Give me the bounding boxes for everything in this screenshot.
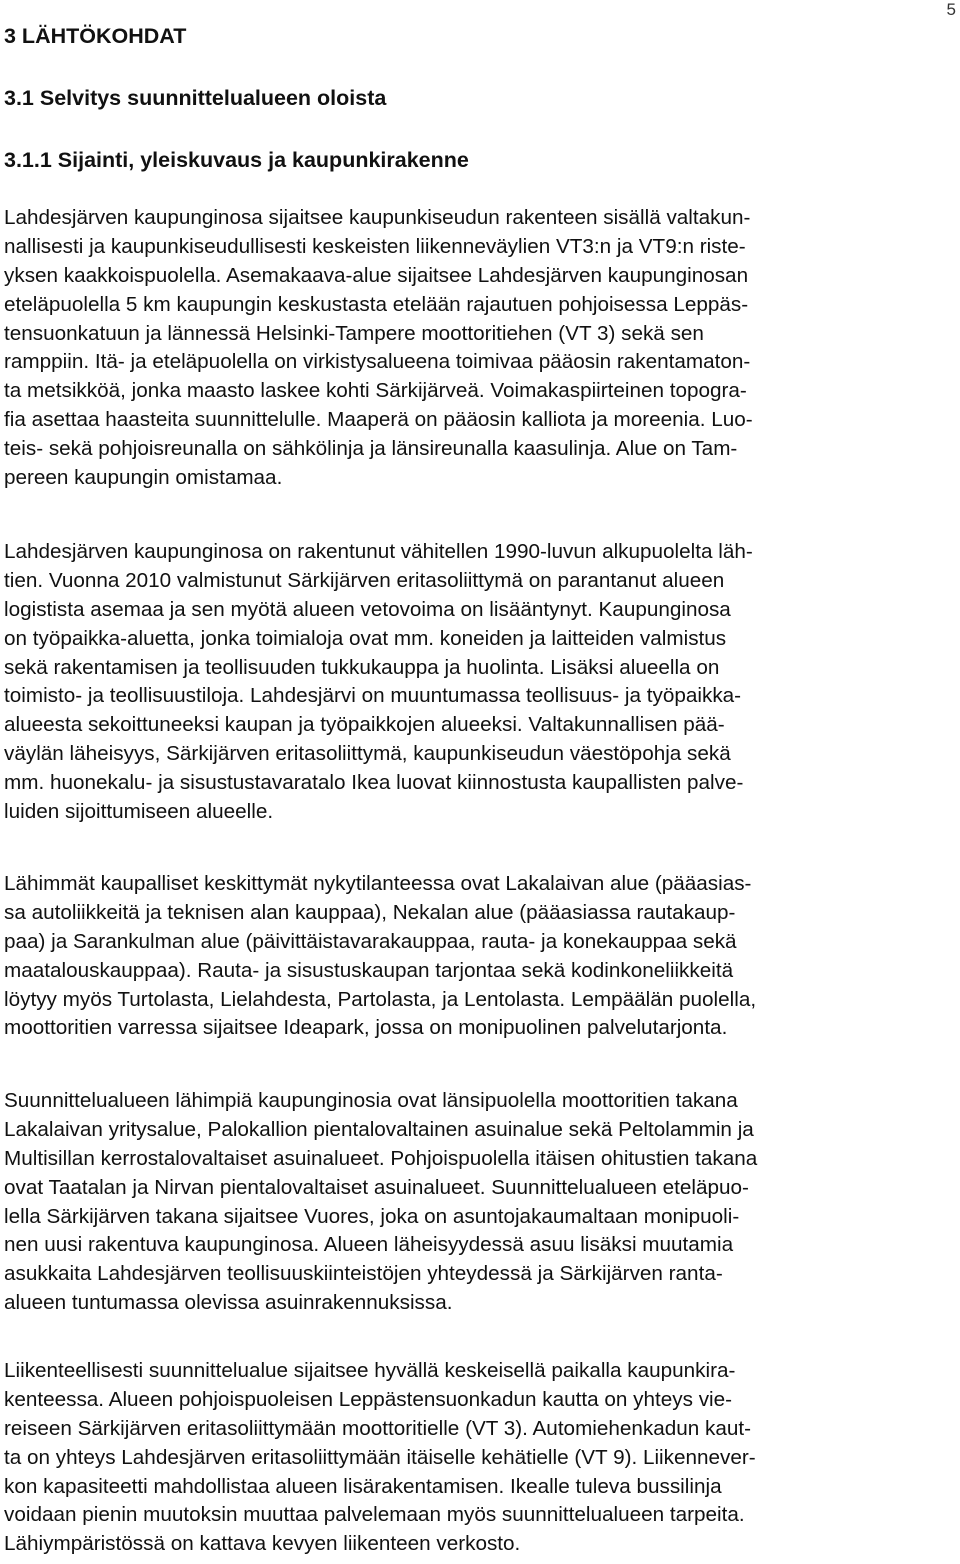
text-line: Multisillan kerrostalovaltaiset asuinalueet. Pohjoispuolella itäisen ohitustien takana (4, 1146, 758, 1170)
text-line: maatalouskauppaa). Rauta- ja sisustuskaupan tarjontaa sekä kodinkoneliikkeitä (4, 958, 734, 982)
text-line: tien. Vuonna 2010 valmistunut Särkijärven eritasoliittymä on parantanut alueen (4, 568, 725, 592)
text-line: kon kapasiteetti mahdollistaa alueen lisärakentamisen. Ikealle tuleva bussilinja (4, 1474, 722, 1498)
text-line: lella Särkijärven takana sijaitsee Vuores, joka on asuntojakaumaltaan monipuoli- (4, 1204, 740, 1228)
text-line: kenteessa. Alueen pohjoispuoleisen Leppästensuonkadun kautta on yhteys vie- (4, 1387, 733, 1411)
text-line: alueesta sekoittuneeksi kaupan ja työpaikkojen alueeksi. Valtakunnallisen pää- (4, 713, 725, 737)
text-line: pereen kaupungin omistamaa. (4, 466, 283, 490)
text-line: Lakalaivan yritysalue, Palokallion pientalovaltainen asuinalue sekä Peltolammin ja (4, 1117, 754, 1141)
text-line: nallisesti ja kaupunkiseudullisesti keskeisten liikenneväylien VT3:n ja VT9:n riste- (4, 234, 746, 258)
text-line: paa) ja Sarankulman alue (päivittäistavarakauppaa, rauta- ja konekauppaa sekä (4, 929, 737, 953)
text-line: logistista asemaa ja sen myötä alueen vetovoima on lisääntynyt. Kaupunginosa (4, 597, 731, 621)
text-line: Lähiympäristössä on kattava kevyen liikenteen verkosto. (4, 1532, 521, 1556)
text-line: reiseen Särkijärven eritasoliittymään moottoritielle (VT 3). Automiehenkadun kaut- (4, 1416, 752, 1440)
text-line: alueen tuntumassa olevissa asuinrakennuksissa. (4, 1291, 453, 1315)
paragraph-neighbourhoods (4, 1087, 959, 1318)
text-line: tensuonkatuun ja lännessä Helsinki-Tampere moottoritiehen (VT 3) sekä sen (4, 321, 704, 345)
text-line: teis- sekä pohjoisreunalla on sähkölinja ja länsireunalla kaasulinja. Alue on Tam- (4, 437, 738, 461)
text-line: voidaan pienin muutoksin muuttaa palvelemaan myös suunnittelualueen tarpeita. (4, 1503, 745, 1527)
paragraph-commercial (4, 870, 959, 1043)
text-line: moottoritien varressa sijaitsee Ideapark, jossa on monipuolinen palvelutarjonta. (4, 1016, 728, 1040)
text-line: asukkaita Lahdesjärven teollisuuskiinteistöjen yhteydessä ja Särkijärven ranta- (4, 1262, 723, 1286)
text-line: Suunnittelualueen lähimpiä kaupunginosia ovat länsipuolella moottoritien takana (4, 1089, 738, 1112)
text-line: ovat Taatalan ja Nirvan pientalovaltaiset asuinalueet. Suunnittelualueen eteläpuo- (4, 1175, 749, 1199)
chapter-heading: 3 LÄHTÖKOHDAT (4, 24, 187, 48)
subsection-heading: 3.1.1 Sijainti, yleiskuvaus ja kaupunkirakenne (4, 148, 469, 172)
text-line: nen uusi rakentuva kaupunginosa. Alueen läheisyydessä asuu lisäksi muutamia (4, 1233, 734, 1257)
text-line: yksen kaakkoispuolella. Asemakaava-alue sijaitsee Lahdesjärven kaupunginosan (4, 263, 749, 287)
text-line: ta metsikköä, jonka maasto laskee kohti Särkijärveä. Voimakaspiirteinen topogra- (4, 379, 747, 403)
text-line: toimisto- ja teollisuustiloja. Lahdesjärvi on muuntumassa teollisuus- ja työpaikka- (4, 684, 742, 708)
text-line: ta on yhteys Lahdesjärven eritasoliittymään itäiselle kehätielle (VT 9). Liikennever- (4, 1445, 756, 1469)
text-line: ramppiin. Itä- ja eteläpuolella on virkistysalueena toimivaa pääosin rakentamaton- (4, 350, 751, 374)
text-line: Liikenteellisesti suunnittelualue sijaitsee hyvällä keskeisellä paikalla kaupunkira- (4, 1359, 736, 1382)
text-line: fia asettaa haasteita suunnittelulle. Maaperä on pääosin kalliota ja moreenia. Luo- (4, 408, 753, 432)
text-line: eteläpuolella 5 km kaupungin keskustasta etelään rajautuen pohjoisessa Leppäs- (4, 292, 749, 316)
text-line: Lahdesjärven kaupunginosa sijaitsee kaupunkiseudun rakenteen sisällä valtakun- (4, 206, 751, 229)
text-line: sa autoliikkeitä ja teknisen alan kauppaa), Nekalan alue (pääasiassa rautakaup- (4, 900, 736, 924)
page-number: 5 (946, 0, 956, 19)
text-line: mm. huonekalu- ja sisustustavaratalo Ikea luovat kiinnostusta kaupallisten palve- (4, 771, 744, 795)
text-line: Lähimmät kaupalliset keskittymät nykytilanteessa ovat Lakalaivan alue (pääasias- (4, 872, 752, 895)
paragraph-location (4, 204, 959, 493)
text-line: Lahdesjärven kaupunginosa on rakentunut vähitellen 1990-luvun alkupuolelta läh- (4, 540, 753, 563)
paragraph-history (4, 538, 959, 827)
text-line: on työpaikka-aluetta, jonka toimialoja ovat mm. koneiden ja laitteiden valmistus (4, 626, 727, 650)
paragraph-traffic (4, 1357, 959, 1559)
text-line: sekä rakentamisen ja teollisuuden tukkukauppa ja huolinta. Lisäksi alueella on (4, 655, 720, 679)
text-line: löytyy myös Turtolasta, Lielahdesta, Partolasta, ja Lentolasta. Lempäälän puolella, (4, 987, 757, 1011)
text-line: väylän läheisyys, Särkijärven eritasoliittymä, kaupunkiseudun väestöpohja sekä (4, 742, 731, 766)
text-line: luiden sijoittumiseen alueelle. (4, 800, 274, 824)
section-heading: 3.1 Selvitys suunnittelualueen oloista (4, 86, 387, 110)
